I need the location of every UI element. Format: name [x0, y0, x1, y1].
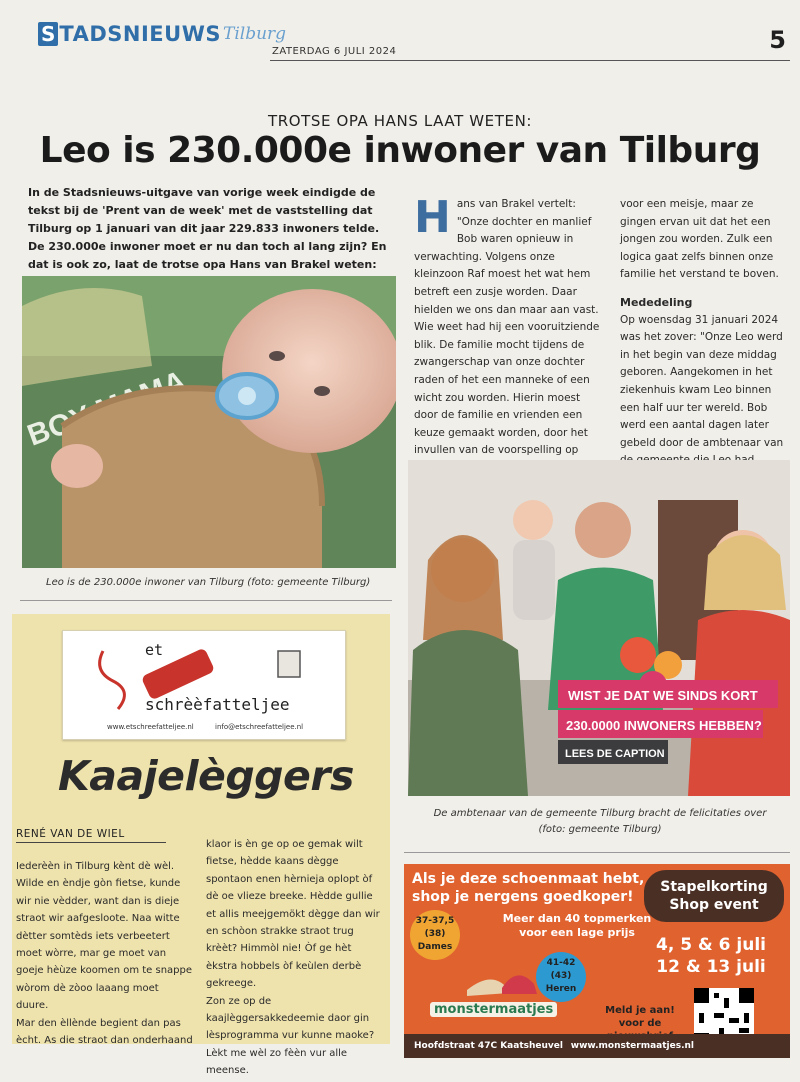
column-text-2: klaor is èn ge op oe gemak wilt fietse, hèdde kaans dègge spontaon enen hèrnieja oplopt òf dè oe vlieze breeke. Hèdde gullie et allis meejgemökt dègge dan wir en schòon strakke straot trug krèèt? Himmòl nie! Òf ge hèt èkstra hobbels òf keùlen derbè gekreege. Zon ze op de kaajlèggersakkedeemie daor gin lèsprogramma vur kunne maoke? Lèkt me wèl zo fèèn vur alle meense. — [206, 839, 380, 1077]
column-author: RENÉ VAN DE WIEL — [16, 828, 166, 843]
logo-initial: S — [38, 22, 58, 46]
logo-web: www.etschreefatteljee.nl — [107, 723, 194, 731]
banner-line-3: LEES DE CAPTION — [565, 748, 665, 760]
header-rule — [270, 60, 790, 61]
article-col2-text2: Op woensdag 31 januari 2024 was het zover: "Onze Leo werd in het begin van deze middag geboren. Aangekomen in het ziekenhuis kwam Leo binnen een half uur ter wereld. Bob werd een aantal dagen later gebeld door de ambtenaar van — [620, 313, 784, 449]
size-dames-range: 37-37,5 — [415, 916, 455, 926]
family-photo-caption: De ambtenaar van de gemeente Tilburg bracht de felicitaties over (foto: gemeente Tilburg) — [433, 808, 767, 835]
size-dames-alt: (38) — [424, 929, 446, 939]
ad-headline-2: shop je nergens goedkoper! — [412, 889, 634, 905]
article-col1-text: ans van Brakel vertelt: "Onze dochter en manlief Bob waren opnieuw in verwachting. Volgens onze kleinzoon Raf moest het wat hem betreft een zusje worden. Daar hielden we ons dan maar aan vast. Wie weet had hij een vooruitziende blik. De familie mocht tijdens de zwangerschap van onze dochter raden of het een manneke of een wicht zou worden. Hierin moest door de familie en vrienden een keuze gemaakt worden, door het invullen van de voorspelling op — [414, 198, 600, 457]
event-dates — [638, 934, 784, 978]
column-title: Kaajelèggers — [58, 752, 354, 800]
logo-city: Tilburg — [222, 24, 287, 44]
size-dames-label: Dames — [417, 942, 453, 952]
ad-sub-2: voor een lage prijs — [519, 926, 635, 939]
ad-footer — [404, 1034, 790, 1058]
ad-sub-1: Meer dan 40 topmerken — [502, 912, 652, 925]
size-heren-label: Heren — [545, 984, 577, 994]
article-intro: In de Stadsnieuws-uitgave van vorige week eindigde de tekst bij de 'Prent van de week' met de vaststelling dat Tilburg op 1 januari van dit jaar 229.833 inwoners telde. De 230.000e inwoner moet er nu dan toch al lang zijn? En dat is ook zo, laat de trotse opa Hans van Brakel weten: — [28, 186, 387, 271]
column-logo — [62, 630, 346, 740]
logo-name: schrèèfatteljee — [145, 695, 290, 714]
article-col2-text: voor een meisje, maar ze gingen ervan uit dat het een jongen zou worden. Zulk een logica gaat zelfs binnen onze familie het verstand te boven. — [620, 198, 779, 281]
dateline: ZATERDAG 6 JULI 2024 — [272, 46, 397, 57]
event-dates-1: 4, 5 & 6 juli — [655, 935, 767, 955]
article-kicker: TROTSE OPA HANS LAAT WETEN: — [267, 112, 533, 130]
shoes-icon — [462, 960, 542, 1000]
size-heren-range: 41-42 — [546, 958, 576, 968]
page-number: 5 — [769, 26, 786, 54]
ad-url[interactable]: www.monstermaatjes.nl — [570, 1041, 694, 1051]
masthead-logo — [38, 14, 286, 54]
drop-cap: H — [414, 192, 451, 243]
event-dates-2: 12 & 13 juli — [656, 957, 766, 977]
logo-et: et — [145, 641, 164, 659]
size-badge-dames — [410, 910, 460, 960]
baby-photo — [22, 276, 396, 568]
article-subhead: Mededeling — [620, 295, 693, 309]
family-photo — [408, 460, 790, 796]
ad-headline-1: Als je deze schoenmaat hebt, — [412, 871, 645, 887]
bodysuit-print: BOY — [23, 399, 95, 453]
ad-address: Hoofdstraat 47C Kaatsheuvel — [414, 1041, 563, 1051]
cta-line-1: Meld je aan! — [605, 1005, 675, 1016]
logo-mail: info@etschreefatteljee.nl — [215, 723, 304, 731]
size-heren-alt: (43) — [550, 971, 572, 981]
divider — [404, 852, 790, 853]
divider — [20, 600, 392, 601]
event-line-2: Shop event — [669, 897, 759, 913]
cta-line-2: voor de — [618, 1018, 662, 1029]
banner-line-2: 230.0000 INWONERS HEBBEN? — [566, 718, 762, 733]
column-text-1: Iederèèn in Tilburg kènt dè wèl. Wilde en èndje gòn fietse, kunde wir nie vèdder, want dan is dieje straot wir aafgeslootе. Naa witte dètter somtèds iets verbeetert moet wòrre, mar ge moet van goeje hèùze koomen om te snappe wòrom dè zòoo laaang moet duure. Mar den èllènde begient dan pas ècht. As die straot dan onderhaand — [16, 861, 193, 1047]
event-badge — [644, 870, 784, 922]
banner-line-1: WIST JE DAT WE SINDS KORT — [568, 688, 758, 703]
brand-logo: monstermaatjes — [430, 1002, 557, 1017]
shoe-advertisement[interactable] — [404, 864, 790, 1058]
baby-photo-caption: Leo is de 230.000e inwoner van Tilburg (foto: gemeente Tilburg) — [46, 577, 371, 588]
article-headline: Leo is 230.000e inwoner van Tilburg — [39, 130, 761, 171]
event-line-1: Stapelkorting — [660, 879, 768, 895]
logo-main: TADSNIEUWS — [59, 22, 221, 46]
size-badge-heren — [536, 952, 586, 1002]
